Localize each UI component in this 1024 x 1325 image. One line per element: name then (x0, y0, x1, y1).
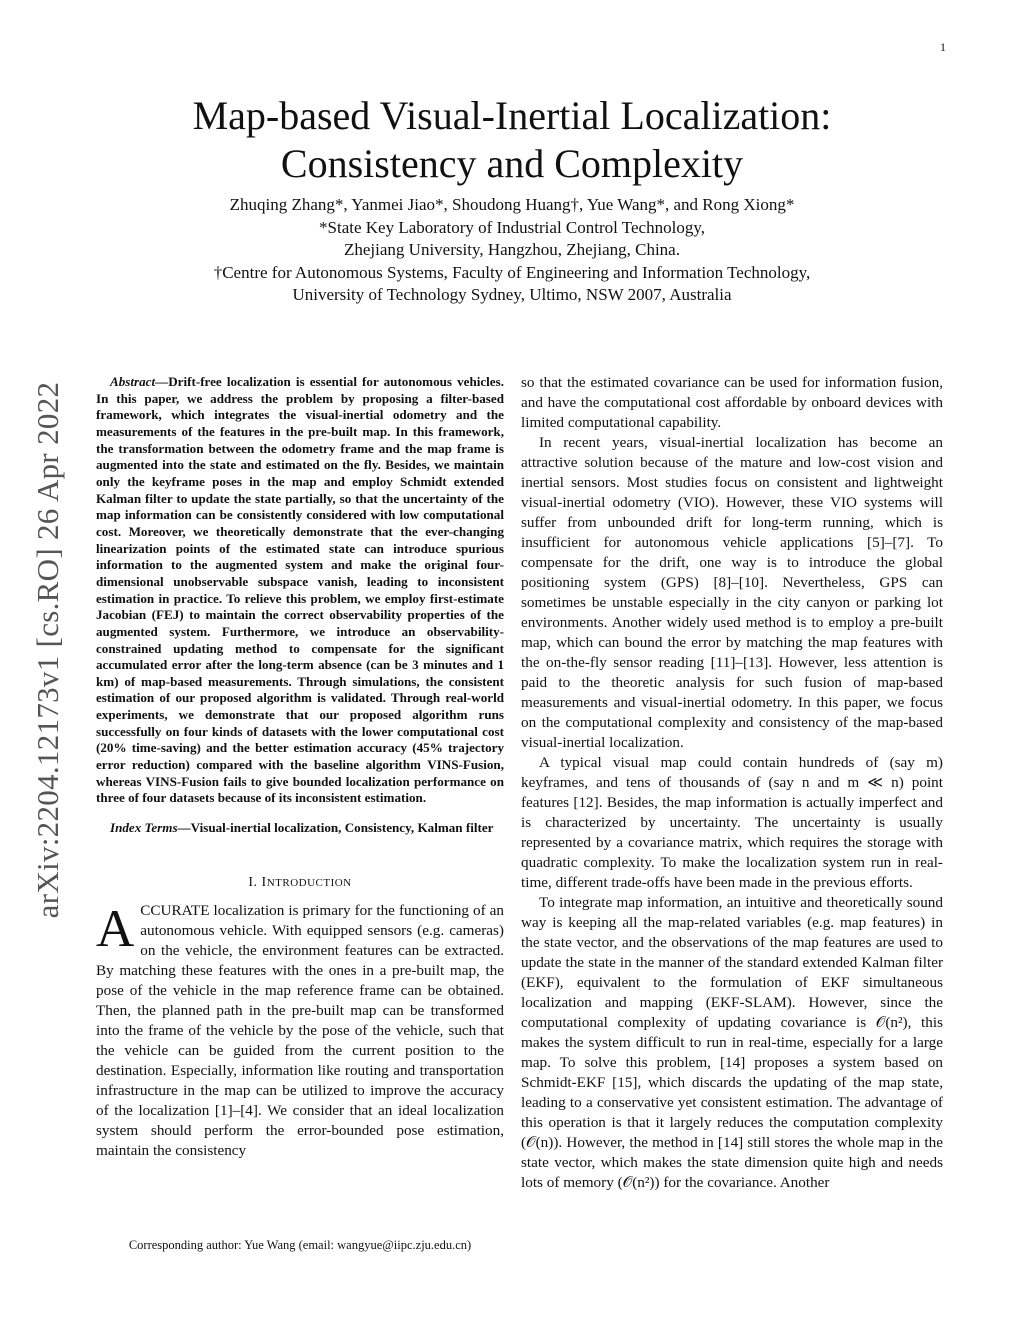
affiliation-1-line-1: *State Key Laboratory of Industrial Control Technology, (319, 217, 705, 237)
index-terms-label: Index Terms (110, 820, 178, 836)
left-column (96, 374, 504, 1161)
arxiv-text: arXiv:2204.12173v1 [cs.RO] 26 Apr 2022 (30, 381, 65, 919)
section-title-rest: NTRODUCTION (266, 876, 352, 889)
intro-paragraph-1 (96, 901, 504, 1161)
abstract-label: Abstract (110, 374, 156, 389)
abstract (96, 374, 504, 807)
drop-cap: A (96, 899, 135, 958)
right-paragraph-3: A typical visual map could contain hundreds of (say m) keyframes, and tens of thousands of (say n and m ≪ n) point features [12]. Besides, the map information is actually imperfect and is characterized by uncertainty. The uncertainty is usually represented by a covariance matrix, which requires the storage with quadratic complexity. To make the localization system run in real-time, different trade-offs have been made in the previous efforts. (521, 754, 943, 891)
abstract-text: —Drift-free localization is essential for autonomous vehicles. In this paper, we address the problem by proposing a filter-based framework, which integrates the visual-inertial odometry and the measurements of the features in the pre-built map. In this framework, the transformation between the odometry frame and the map frame is augmented into the state and estimated on the fly. Besides, we maintain only the keyframe poses in the map and employ Schmidt extended Kalman filter to update the state partially, so that the uncertainty of the map information can be consistently considered with low computational cost. Moreover, we theoretically demonstrate that the ever-changing linearization points of the estimated state can introduce spurious information to the augmented system and make the original four-dimensional unobservable subspace vanish, leading to inconsistent estimation in practice. To relieve this problem, we employ first-estimate Jacobian (FEJ) to maintain the correct observability properties of the augmented system. Furthermore, we introduce an observability-constrained updating method to compensate for the significant accumulated error after the long-term absence (can be 3 minutes and 1 km) of map-based measurements. Through simulations, the consistent estimation of our proposed algorithm is validated. Through real-world experiments, we demonstrate that our proposed algorithm runs successfully on four kinds of datasets with the lower computational cost (20% time-saving) and the better estimation accuracy (45% trajectory error reduction) compared with the baseline algorithm VINS-Fusion, whereas VINS-Fusion fails to give bounded localization performance on three of four datasets because of its inconsistent estimation. (96, 374, 504, 806)
paper-header (100, 92, 924, 307)
affiliation-1-line-2: Zhejiang University, Hangzhou, Zhejiang, China. (344, 240, 680, 259)
author-block (100, 194, 924, 307)
section-number: I. (248, 874, 258, 890)
index-terms-text: —Visual-inertial localization, Consistency, Kalman filter (177, 820, 494, 836)
intro-paragraph-1-text: CCURATE localization is primary for the functioning of an autonomous vehicle. With equipped sensors (e.g. cameras) on the vehicle, the environment features can be extracted. By matching these features with the ones in a pre-built map, the pose of the vehicle in the map reference frame can be obtained. Then, the planned path in the pre-built map can be transformed into the frame of the vehicle by the pose of the vehicle, such that the vehicle can be guided from the current position to the destination. Especially, information like routing and transportation infrastructure in the map can be utilized to improve the accuracy of the localization [1]–[4]. We consider that an ideal localization system should perform the error-bounded pose estimation, maintain the consistency (96, 901, 504, 1159)
right-column (521, 373, 943, 1193)
authors-line: Zhuqing Zhang*, Yanmei Jiao*, Shoudong Huang†, Yue Wang*, and Rong Xiong* (229, 195, 795, 214)
right-paragraph-1: so that the estimated covariance can be used for information fusion, and have the computational cost affordable by onboard devices with limited computational capability. (521, 374, 943, 431)
title-line-1: Map-based Visual-Inertial Localization: (192, 93, 832, 138)
section-title-first-letter: I (261, 874, 267, 890)
right-paragraph-2: In recent years, visual-inertial localization has become an attractive solution because of the mature and low-cost vision and inertial sensors. Most studies focus on consistent and lightweight visual-inertial odometry (VIO). However, these VIO systems will suffer from unbounded drift for long-term running, which is insufficient for autonomous vehicle applications [5]–[7]. To compensate for the drift, one way is to introduce the global positioning system (GPS) [8]–[10]. Nevertheless, GPS can sometimes be unstable especially in the city canyon or parking lot environments. Another widely used method is to employ a pre-built map, which can bound the error by matching the map features with the on-the-fly sensor reading [11]–[13]. However, less attention is paid to the theoretic analysis for such fusion of map-based measurements and visual-inertial odometry. In this paper, we focus on the computational complexity and consistency of the map-based visual-inertial localization. (521, 434, 943, 751)
section-heading-introduction (96, 873, 504, 893)
corresponding-author-footnote: Corresponding author: Yue Wang (email: wangyue@iipc.zju.edu.cn) (128, 1238, 472, 1252)
right-paragraph-4: To integrate map information, an intuitive and theoretically sound way is keeping all the map-related variables (e.g. map features) in the state vector, and the observations of the map features are used to update the state in the manner of the standard extended Kalman filter (EKF), equivalent to the formulation of EKF simultaneous localization and mapping (EKF-SLAM). However, since the computational complexity of updating covariance is 𝒪(n²), this makes the system difficult to run in real-time, especially for a large map. To solve this problem, [14] proposes a system based on Schmidt-EKF [15], which discards the updating of the map state, leading to a conservative yet consistent estimation. The advantage of this operation is that it largely reduces the computation complexity (𝒪(n)). However, the method in [14] still stores the whole map in the state vector, which makes the state dimension quite high and needs lots of memory (𝒪(n²)) for the covariance. Another (521, 894, 943, 1191)
affiliation-2-line-1: †Centre for Autonomous Systems, Faculty of Engineering and Information Technology, (213, 262, 811, 282)
index-terms (96, 820, 504, 837)
paper-title (100, 92, 924, 188)
affiliation-2-line-2: University of Technology Sydney, Ultimo, NSW 2007, Australia (292, 285, 732, 304)
title-line-2: Consistency and Complexity (280, 141, 744, 186)
page-number: 1 (940, 40, 946, 54)
